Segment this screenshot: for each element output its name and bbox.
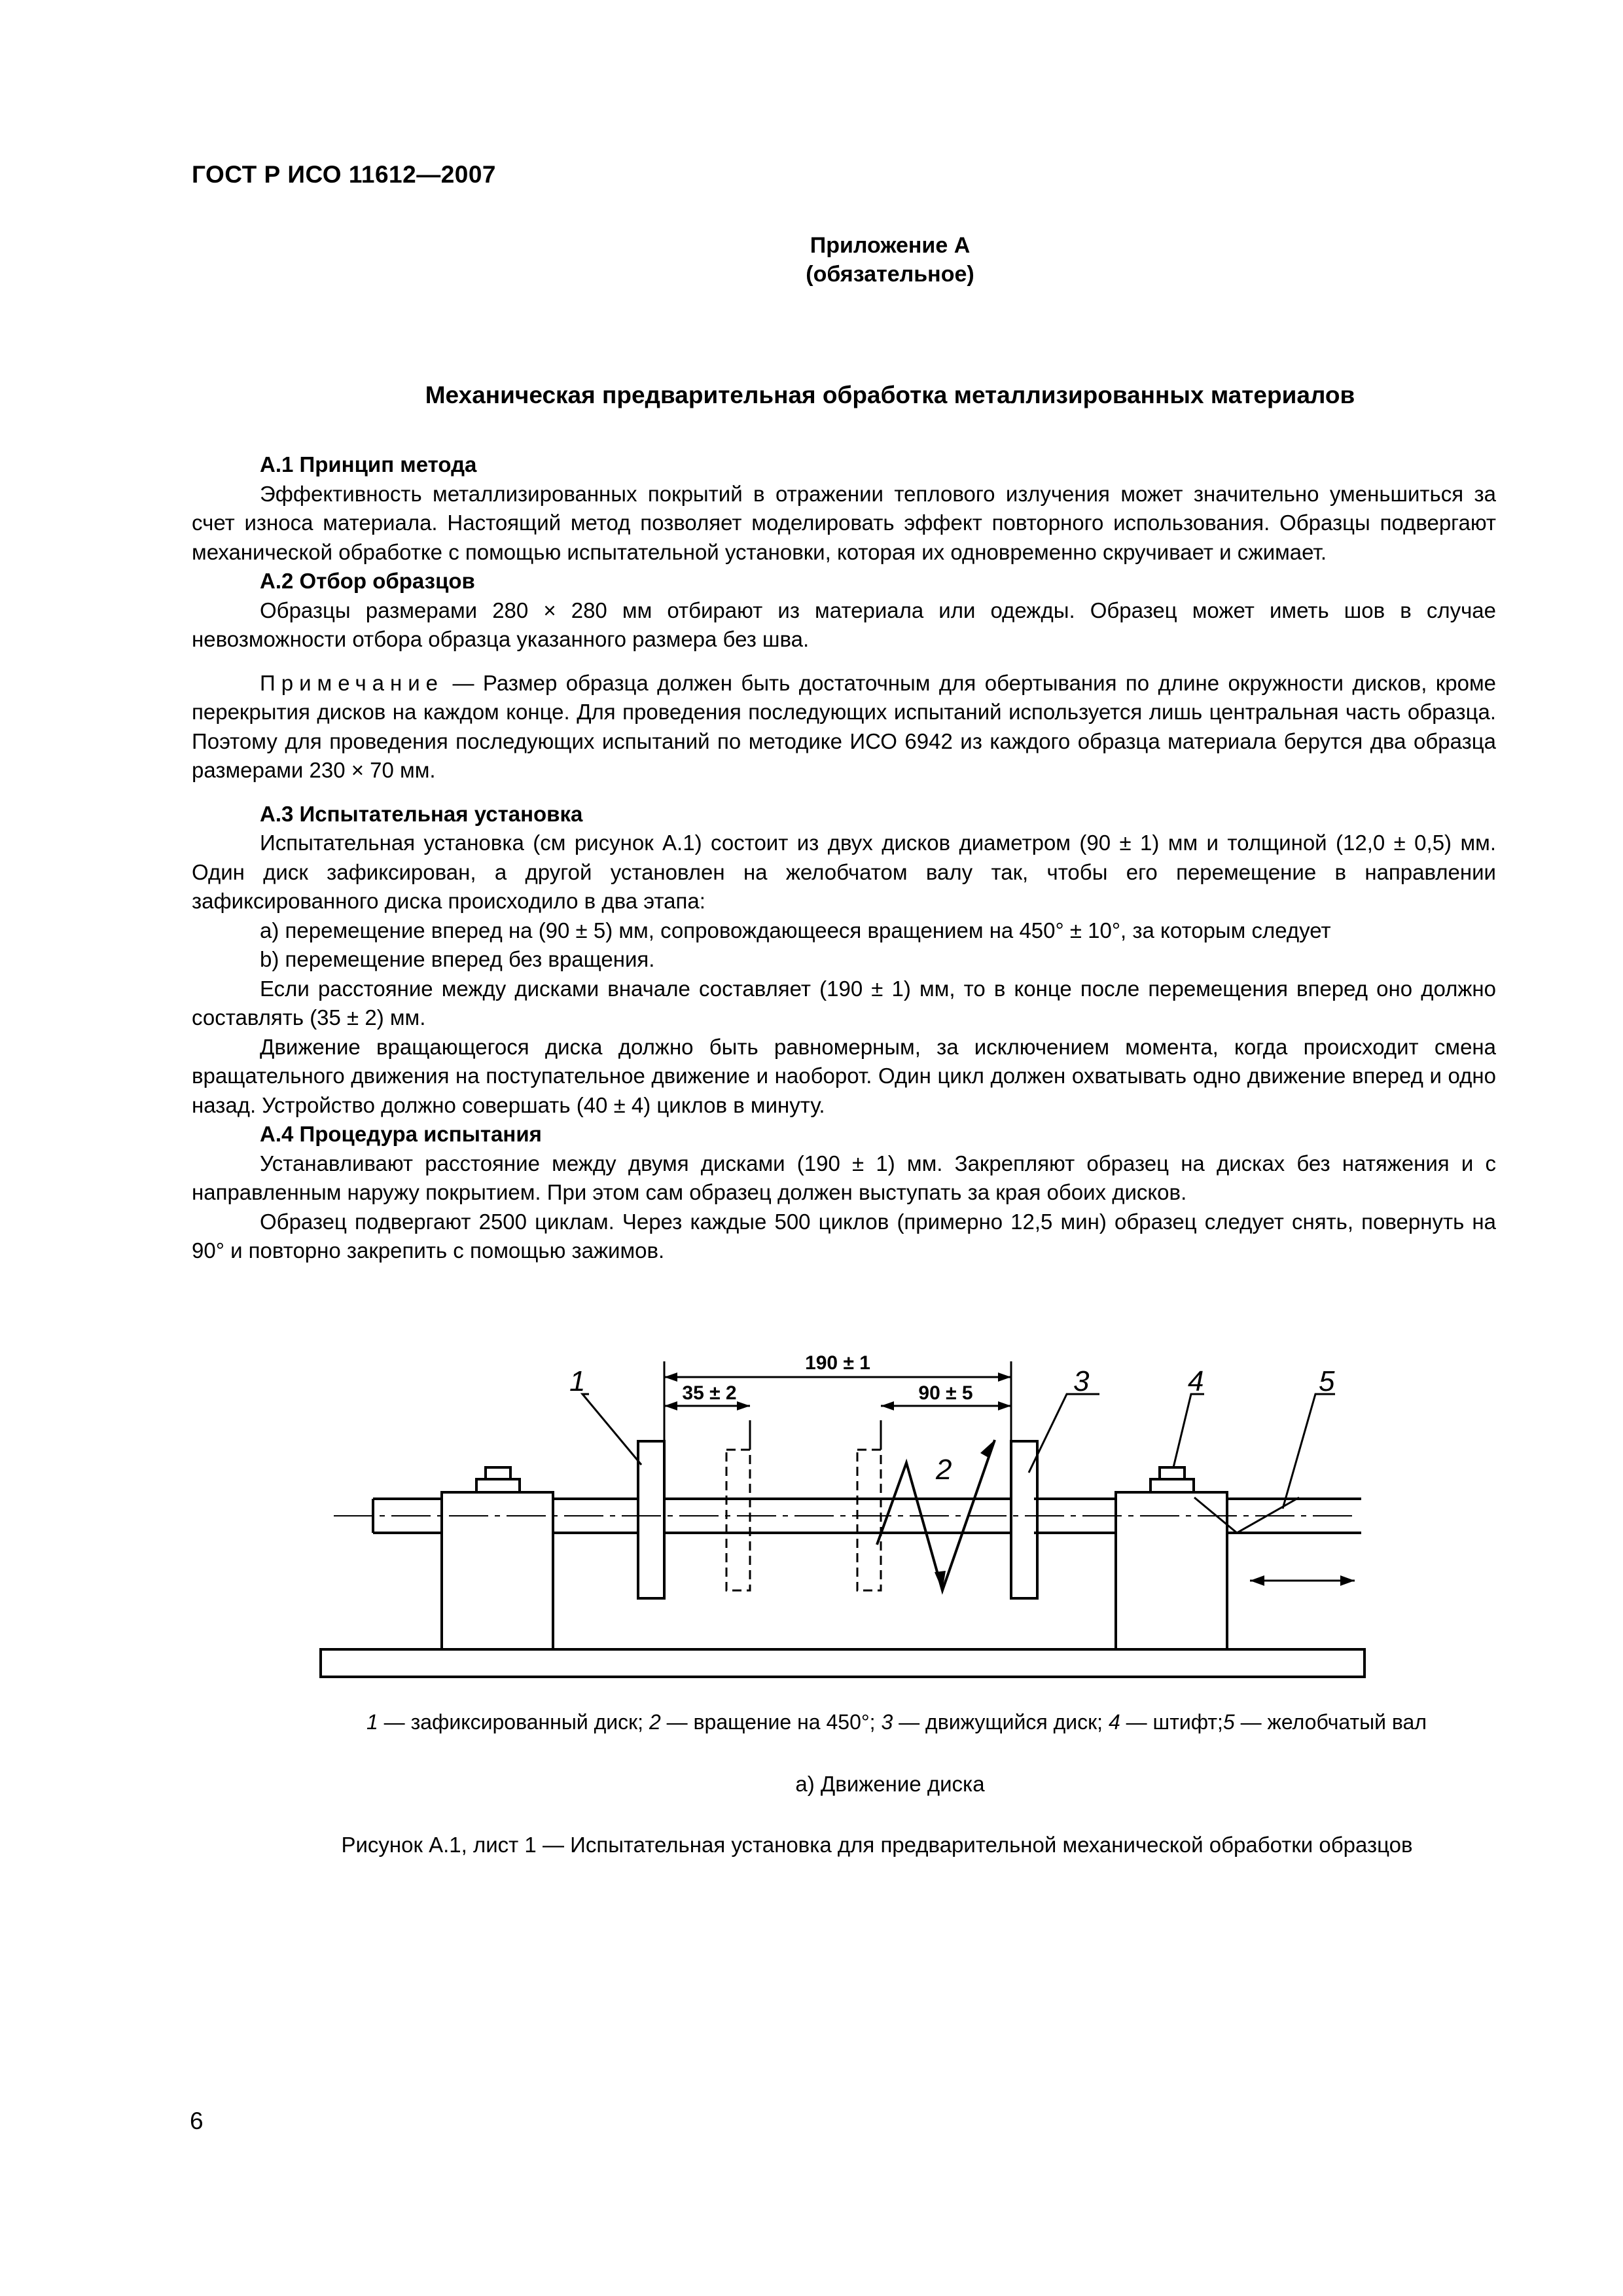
page-number: 6 (190, 2108, 204, 2134)
legend-text-2: — вращение на 450°; (660, 1710, 882, 1734)
callout-1: 1 (569, 1365, 586, 1397)
section-heading-a3: А.3 Испытательная установка (260, 801, 583, 826)
legend-num-2: 2 (649, 1710, 661, 1734)
legend-num-3: 3 (881, 1710, 893, 1734)
section-heading-a2: А.2 Отбор образцов (260, 569, 475, 593)
base-plate (321, 1649, 1364, 1677)
section-a3-paragraph-2: Если расстояние между дисками вначале составляет (190 ± 1) мм, то в конце после перемещения вперед оно должно составлять (35 ± 2) мм. (192, 976, 1496, 1030)
apparatus-drawing (314, 1342, 1374, 1695)
annex-status: (обязательное) (806, 262, 974, 287)
annex-title: Механическая предварительная обработка металлизированных материалов (425, 382, 1355, 408)
list-item-b: b) перемещение вперед без вращения. (260, 947, 655, 971)
legend-num-5: 5 (1222, 1710, 1235, 1734)
legend-text-3: — движущийся диск; (893, 1710, 1109, 1734)
section-a4-paragraph-2: Образец подвергают 2500 циклам. Через каждые 500 циклов (примерно 12,5 мин) образец следует снять, повернуть на 90° и повторно закрепить с помощью зажимов. (192, 1209, 1496, 1263)
section-heading-a1: А.1 Принцип метода (260, 452, 477, 476)
note-label: Примечание (260, 670, 444, 695)
callout-4: 4 (1188, 1365, 1204, 1397)
legend-text-1: — зафиксированный диск; (378, 1710, 649, 1734)
dimension-total: 190 ± 1 (805, 1352, 870, 1374)
section-a4-paragraph-1: Устанавливают расстояние между двумя дисками (190 ± 1) мм. Закрепляют образец на дисках без натяжения и с направленным наружу покрытием. При этом сам образец должен выступать за края обоих дисков. (192, 1151, 1496, 1204)
section-a3-paragraph-3: Движение вращающегося диска должно быть равномерным, за исключением момента, когда происходит смена вращательного движения на поступательное движение и наоборот. Один цикл должен охватывать одно движение вперед и одно назад. Устройство должно совершать (40 ± 4) циклов в минуту. (192, 1034, 1496, 1117)
dimension-end: 35 ± 2 (682, 1382, 737, 1404)
callout-2: 2 (936, 1454, 952, 1486)
note (192, 669, 1496, 785)
callout-5: 5 (1319, 1365, 1335, 1397)
disc-intermediate-position (857, 1450, 881, 1590)
annex-label: Приложение А (810, 233, 971, 258)
body-text (192, 450, 1496, 1266)
legend-text-4: — штифт; (1120, 1710, 1223, 1734)
figure-caption: Рисунок А.1, лист 1 — Испытательная установка для предварительной механической обработки образцов (341, 1833, 1413, 1857)
disc-end-position (726, 1450, 750, 1590)
figure-legend (85, 1710, 1623, 1734)
dimension-travel: 90 ± 5 (918, 1382, 973, 1404)
left-block-screw-head (486, 1467, 510, 1479)
legend-num-1: 1 (366, 1710, 378, 1734)
section-a3-paragraph-1: Испытательная установка (см рисунок А.1) состоит из двух дисков диаметром (90 ± 1) мм и толщиной (12,0 ± 0,5) мм. Один диск зафиксирован, а другой установлен на желобчатом валу так, чтобы его перемещение в направлении зафиксированного диска происходило в два этапа: (192, 831, 1496, 913)
left-block-screw-base (476, 1479, 520, 1492)
pin-base (1150, 1479, 1194, 1492)
figure-subcaption: а) Движение диска (795, 1772, 985, 1796)
section-heading-a4: А.4 Процедура испытания (260, 1122, 542, 1146)
pin-head (1160, 1467, 1185, 1479)
section-a1-paragraph: Эффективность металлизированных покрытий в отражении теплового излучения может значительно уменьшиться за счет износа материала. Настоящий метод позволяет моделировать эффект повторного использования. Образцы подвергают механической обработке с помощью испытательной установки, которая их одновременно скручивает и сжимает. (192, 481, 1496, 564)
note-text: — Размер образца должен быть достаточным для обертывания по длине окружности дисков, кроме перекрытия дисков на каждом конце. Для проведения последующих испытаний используется лишь центральная часть образца. Поэтому для проведения последующих испытаний по методике ИСО 6942 из каждого образца материала берутся два образца размерами 230 × 70 мм. (192, 670, 1496, 782)
list-item-a: а) перемещение вперед на (90 ± 5) мм, сопровождающееся вращением на 450° ± 10°, за которым следует (260, 918, 1331, 942)
section-a2-paragraph: Образцы размерами 280 × 280 мм отбирают из материала или одежды. Образец может иметь шов в случае невозможности отбора образца указанного размера без шва. (192, 598, 1496, 651)
legend-text-5: — желобчатый вал (1234, 1710, 1427, 1734)
callout-3: 3 (1073, 1365, 1090, 1397)
fixed-disc (638, 1441, 664, 1598)
legend-num-4: 4 (1108, 1710, 1120, 1734)
figure-disk-movement (314, 1342, 1374, 1698)
document-header: ГОСТ Р ИСО 11612—2007 (192, 161, 497, 188)
